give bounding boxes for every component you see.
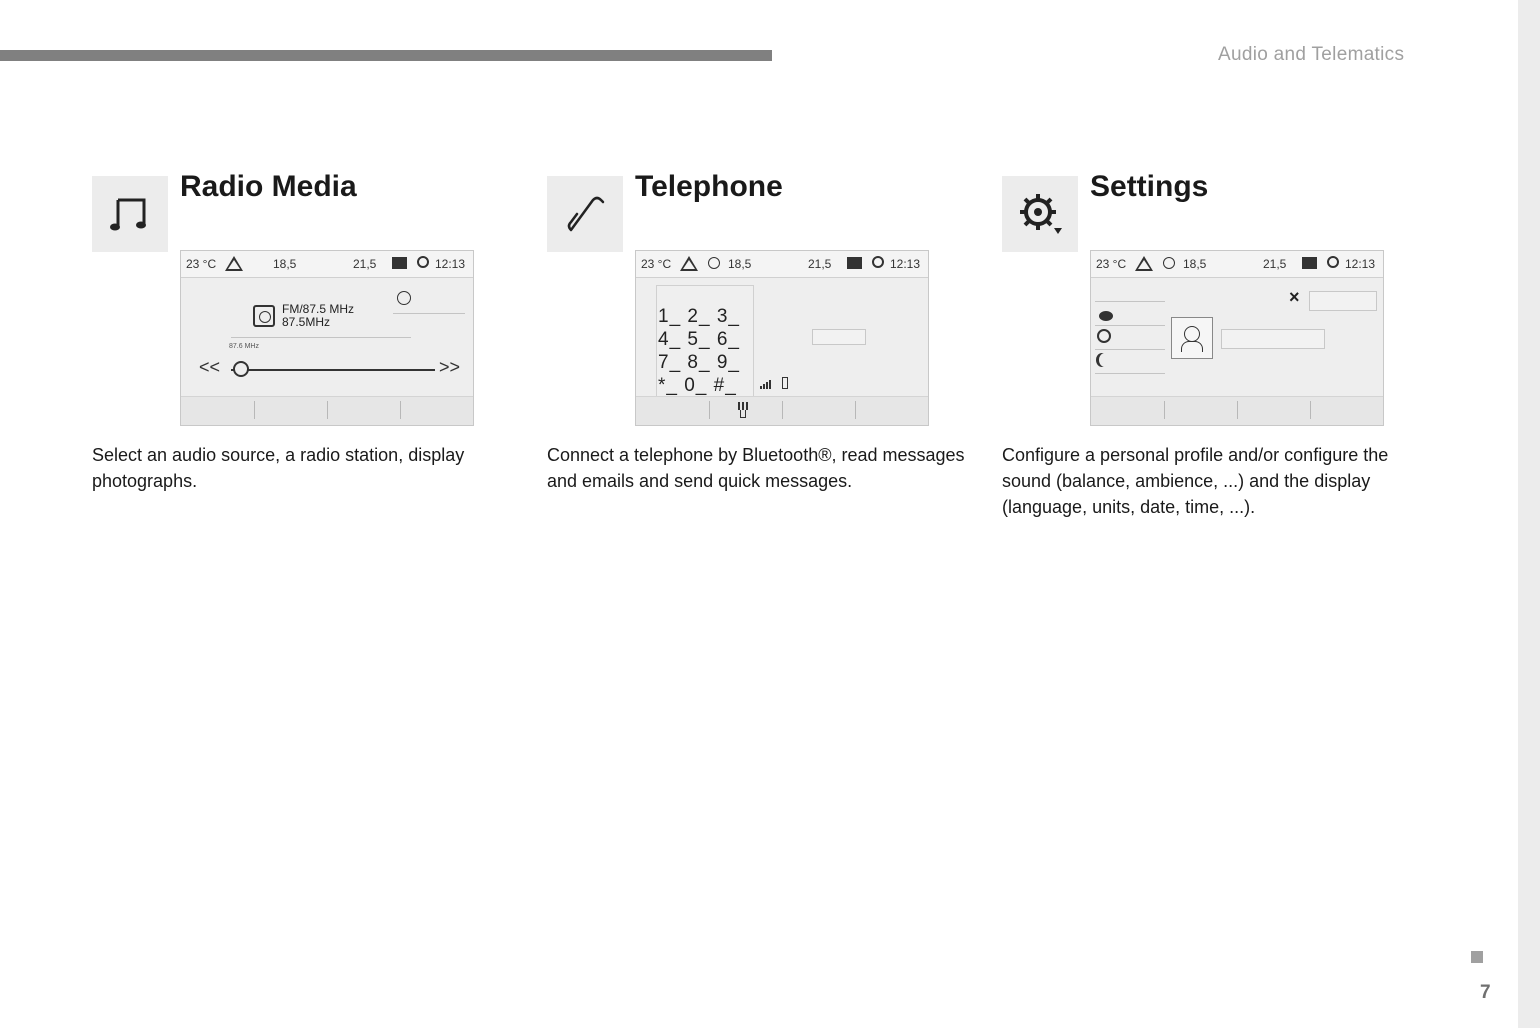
message-icon <box>1302 257 1317 269</box>
gear-icon <box>872 256 884 268</box>
telephone-screen <box>635 250 929 426</box>
station-info <box>282 303 354 329</box>
status-bar <box>636 251 928 278</box>
section-settings <box>1002 168 1422 548</box>
left-temp: 18,5 <box>728 257 752 271</box>
header-title: Audio and Telematics <box>1218 44 1405 65</box>
setting-field[interactable] <box>1309 291 1377 311</box>
seek-forward-button[interactable]: >> <box>439 357 461 377</box>
section-description: Select an audio source, a radio station, display photographs. <box>92 445 465 491</box>
clock: 12:13 <box>890 257 921 271</box>
profile-name-field[interactable] <box>1221 329 1325 349</box>
freq-line: 87.5MHz <box>282 315 331 329</box>
divider <box>393 313 465 314</box>
status-bar <box>1091 251 1383 278</box>
section-telephone <box>547 168 967 548</box>
settings-screen <box>1090 250 1384 426</box>
left-temp: 18,5 <box>273 257 297 271</box>
warning-icon <box>225 256 243 271</box>
right-temp: 21,5 <box>808 257 832 271</box>
section-radio-media <box>92 168 512 548</box>
music-note-icon <box>92 176 168 252</box>
scale-label: 87.6 MHz <box>229 343 259 350</box>
divider <box>231 337 411 338</box>
section-description: Configure a personal profile and/or configure the sound (balance, ambience, ...) and the display (language, units, date, time, ...). <box>1002 445 1389 517</box>
slider-handle[interactable] <box>233 361 249 377</box>
message-icon <box>392 257 407 269</box>
bottom-bar <box>636 396 928 425</box>
keypad-toggle-icon[interactable] <box>738 402 750 418</box>
profile-icon <box>1184 326 1200 342</box>
radio-signal-icon <box>397 291 411 305</box>
keypad[interactable] <box>658 305 740 397</box>
close-icon[interactable]: × <box>1289 287 1300 307</box>
right-temp: 21,5 <box>1263 257 1287 271</box>
band-line: FM/87.5 MHz <box>282 302 355 316</box>
page-marker <box>1471 951 1483 963</box>
keypad-row[interactable]: 4_ 5_ 6_ <box>658 329 740 350</box>
status-bar <box>181 251 473 278</box>
bottom-bar <box>181 396 473 425</box>
input-field[interactable] <box>812 329 866 345</box>
section-title: Radio Media <box>180 170 357 203</box>
frequency-slider[interactable] <box>231 369 435 371</box>
clock: 12:13 <box>435 257 466 271</box>
profile-button[interactable] <box>1171 317 1213 359</box>
outside-temp: 23 °C <box>1096 257 1127 271</box>
radio-signal-icon <box>1163 257 1175 269</box>
gear-icon <box>417 256 429 268</box>
sound-settings-icon[interactable] <box>1097 329 1111 343</box>
right-temp: 21,5 <box>353 257 377 271</box>
clock: 12:13 <box>1345 257 1376 271</box>
keypad-row[interactable]: *_ 0_ #_ <box>658 375 737 396</box>
divider <box>1095 301 1165 302</box>
phone-handset-icon <box>547 176 623 252</box>
seek-back-button[interactable]: << <box>199 357 221 377</box>
radio-screen <box>180 250 474 426</box>
outside-temp: 23 °C <box>186 257 217 271</box>
keypad-row[interactable]: 1_ 2_ 3_ <box>658 306 740 327</box>
station-icon <box>253 305 275 327</box>
signal-strength-icon <box>760 379 772 389</box>
divider <box>1095 373 1165 374</box>
divider <box>1095 349 1165 350</box>
section-description: Connect a telephone by Bluetooth®, read messages and emails and send quick messages. <box>547 445 965 491</box>
page-edge-strip <box>1518 0 1540 1028</box>
radio-signal-icon <box>708 257 720 269</box>
top-rule <box>0 50 772 61</box>
palette-icon[interactable] <box>1099 311 1113 321</box>
warning-icon <box>1135 256 1153 271</box>
bottom-bar <box>1091 396 1383 425</box>
page-number: 7 <box>1480 982 1491 1003</box>
battery-icon <box>782 377 788 389</box>
divider <box>1095 325 1165 326</box>
gear-icon <box>1327 256 1339 268</box>
warning-icon <box>680 256 698 271</box>
left-temp: 18,5 <box>1183 257 1207 271</box>
section-title: Settings <box>1090 170 1209 203</box>
section-title: Telephone <box>635 170 783 203</box>
settings-gear-icon <box>1002 176 1078 252</box>
outside-temp: 23 °C <box>641 257 672 271</box>
message-icon <box>847 257 862 269</box>
keypad-row[interactable]: 7_ 8_ 9_ <box>658 352 740 373</box>
night-mode-icon[interactable] <box>1099 353 1111 367</box>
